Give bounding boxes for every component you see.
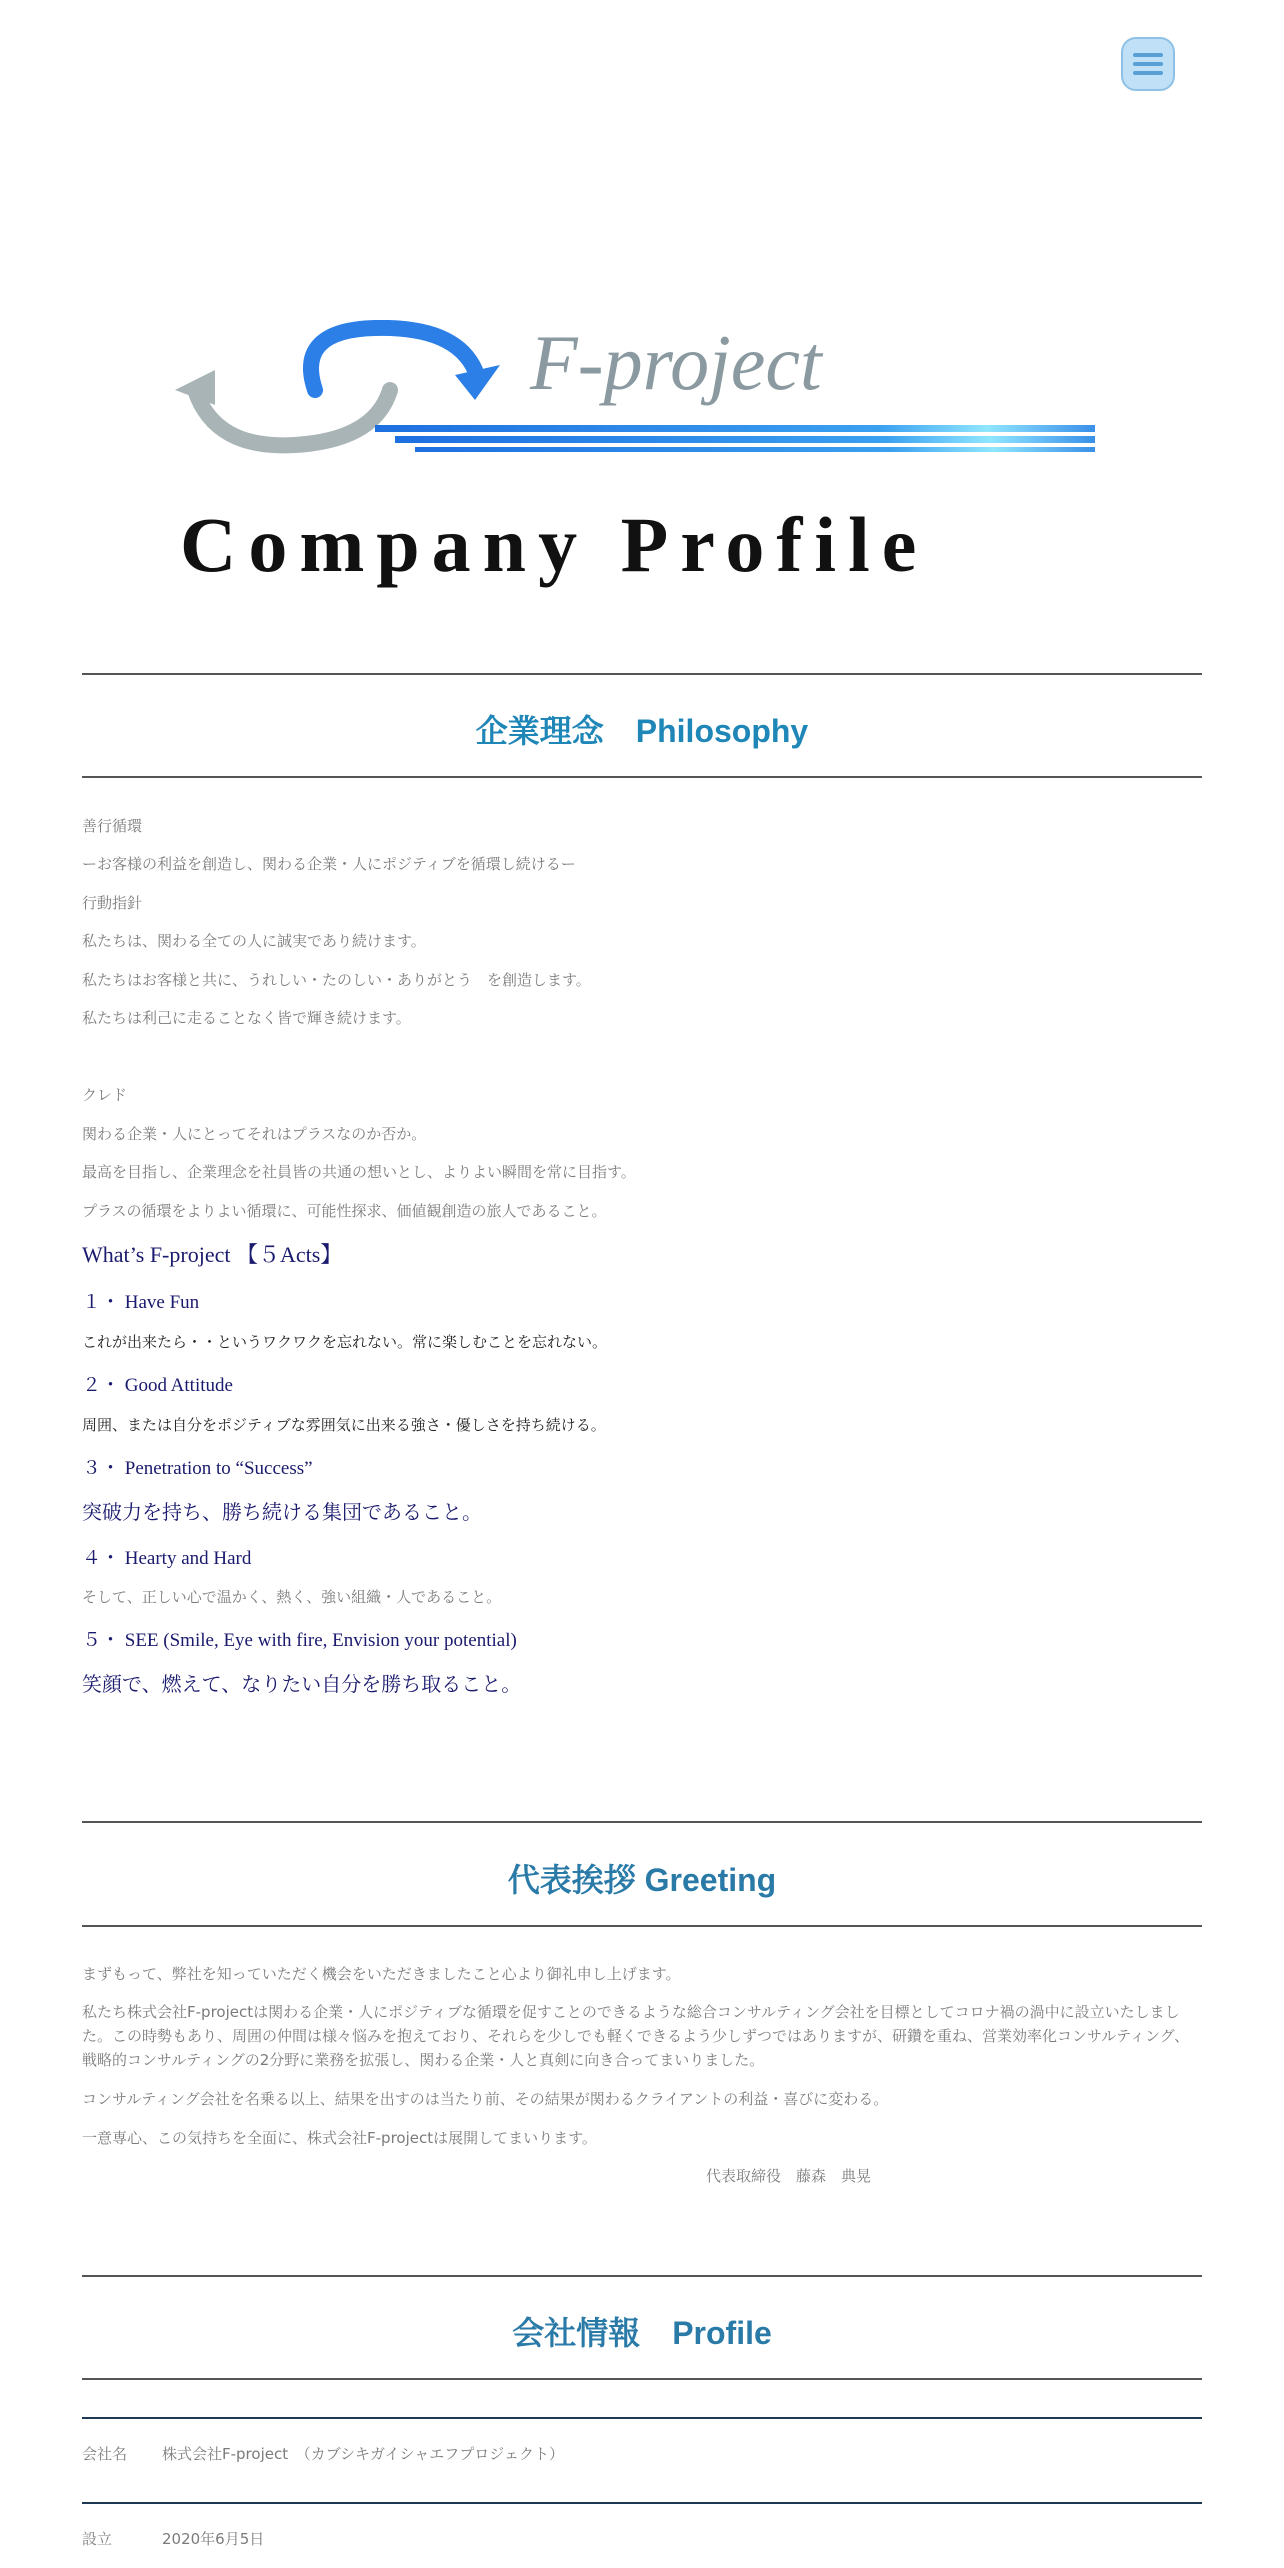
- act-title: ４・ Hearty and Hard: [82, 1548, 252, 1569]
- hamburger-menu-icon: [1133, 53, 1163, 57]
- divider: [82, 2275, 1202, 2277]
- greeting-paragraph: 一意専心、この気持ちを全面に、株式会社F-projectは展開してまいります。: [82, 2129, 597, 2147]
- profile-row-value: 株式会社F-project （カブシキガイシャエフプロジェクト）: [162, 2445, 564, 2463]
- philosophy-line: 行動指針: [82, 894, 143, 912]
- philosophy-line: 私たちは利己に走ることなく皆で輝き続けます。: [82, 1009, 411, 1027]
- act-title: ２・ Good Attitude: [82, 1375, 233, 1396]
- profile-row-divider: [82, 2502, 1202, 2504]
- act-title: １・ Have Fun: [82, 1292, 200, 1313]
- profile-title: 会社情報 Profile: [512, 2315, 772, 2351]
- philosophy-line: ーお客様の利益を創造し、関わる企業・人にポジティブを循環し続けるー: [82, 855, 576, 873]
- credo-line: 関わる企業・人にとってそれはプラスなのか否か。: [82, 1125, 427, 1143]
- profile-row-label: 会社名: [82, 2445, 128, 2463]
- divider: [82, 1925, 1202, 1927]
- divider: [82, 776, 1202, 778]
- greeting-title: 代表挨拶 Greeting: [507, 1862, 777, 1898]
- act-desc: そして、正しい心で温かく、熱く、強い組織・人であること。: [82, 1588, 502, 1606]
- greeting-paragraph: コンサルティング会社を名乗る以上、結果を出すのは当たり前、その結果が関わるクライアントの利益・喜びに変わる。: [82, 2090, 889, 2108]
- act-desc: 周囲、または自分をポジティブな雰囲気に出来る強さ・優しさを持ち続ける。: [82, 1416, 606, 1434]
- philosophy-line: 善行循環: [82, 817, 143, 835]
- credo-line: プラスの循環をよりよい循環に、可能性探求、価値観創造の旅人であること。: [82, 1202, 607, 1220]
- hamburger-menu-icon-bar: [1133, 71, 1163, 75]
- act-title: ５・ SEE (Smile, Eye with fire, Envision your potential): [82, 1630, 517, 1651]
- divider: [82, 2378, 1202, 2380]
- greeting-paragraph: まずもって、弊社を知っていただく機会をいただきましたこと心より御礼申し上げます。: [82, 1965, 681, 1983]
- divider: [82, 1821, 1202, 1823]
- act-desc: 突破力を持ち、勝ち続ける集団であること。: [82, 1500, 482, 1524]
- company-profile-heading: Company Profile: [180, 501, 929, 588]
- profile-row-label: 設立: [82, 2530, 113, 2548]
- credo-line: クレド: [82, 1086, 128, 1104]
- greeting-paragraph: 私たち株式会社F-projectは関わる企業・人にポジティブな循環を促すことのできるような総合コンサルティング会社を目標としてコロナ禍の渦中に設立いたしました。この時勢もあり、周囲の仲間は様々悩みを抱えており、それらを少しでも軽くできるよう少しずつではありますが、研鑽を重ね、営業効率化コンサルティング、戦略的コンサルティングの2分野に業務を拡張し、関わる企業・人と真剣に向き合ってまいりました。: [82, 2003, 1190, 2069]
- act-title: ３・ Penetration to “Success”: [82, 1458, 313, 1479]
- greeting-signature: 代表取締役 藤森 典晃: [706, 2167, 872, 2185]
- act-desc: 笑顔で、燃えて、なりたい自分を勝ち取ること。: [82, 1672, 522, 1696]
- divider: [82, 673, 1202, 675]
- acts-heading: What’s F-project 【５Acts】: [82, 1242, 343, 1267]
- logo-wordmark: F-project: [530, 319, 822, 406]
- philosophy-title: 企業理念 Philosophy: [475, 713, 809, 749]
- profile-row-value: 2020年6月5日: [162, 2530, 265, 2548]
- menu-button[interactable]: [1121, 37, 1175, 91]
- philosophy-line: 私たちは、関わる全ての人に誠実であり続けます。: [82, 932, 426, 950]
- act-desc: これが出来たら・・というワクワクを忘れない。常に楽しむことを忘れない。: [82, 1333, 608, 1351]
- credo-line: 最高を目指し、企業理念を社員皆の共通の想いとし、よりよい瞬間を常に目指す。: [82, 1163, 636, 1181]
- hamburger-menu-icon-bar: [1133, 62, 1163, 66]
- profile-row-divider: [82, 2417, 1202, 2419]
- philosophy-line: 私たちはお客様と共に、うれしい・たのしい・ありがとう を創造します。: [82, 971, 591, 989]
